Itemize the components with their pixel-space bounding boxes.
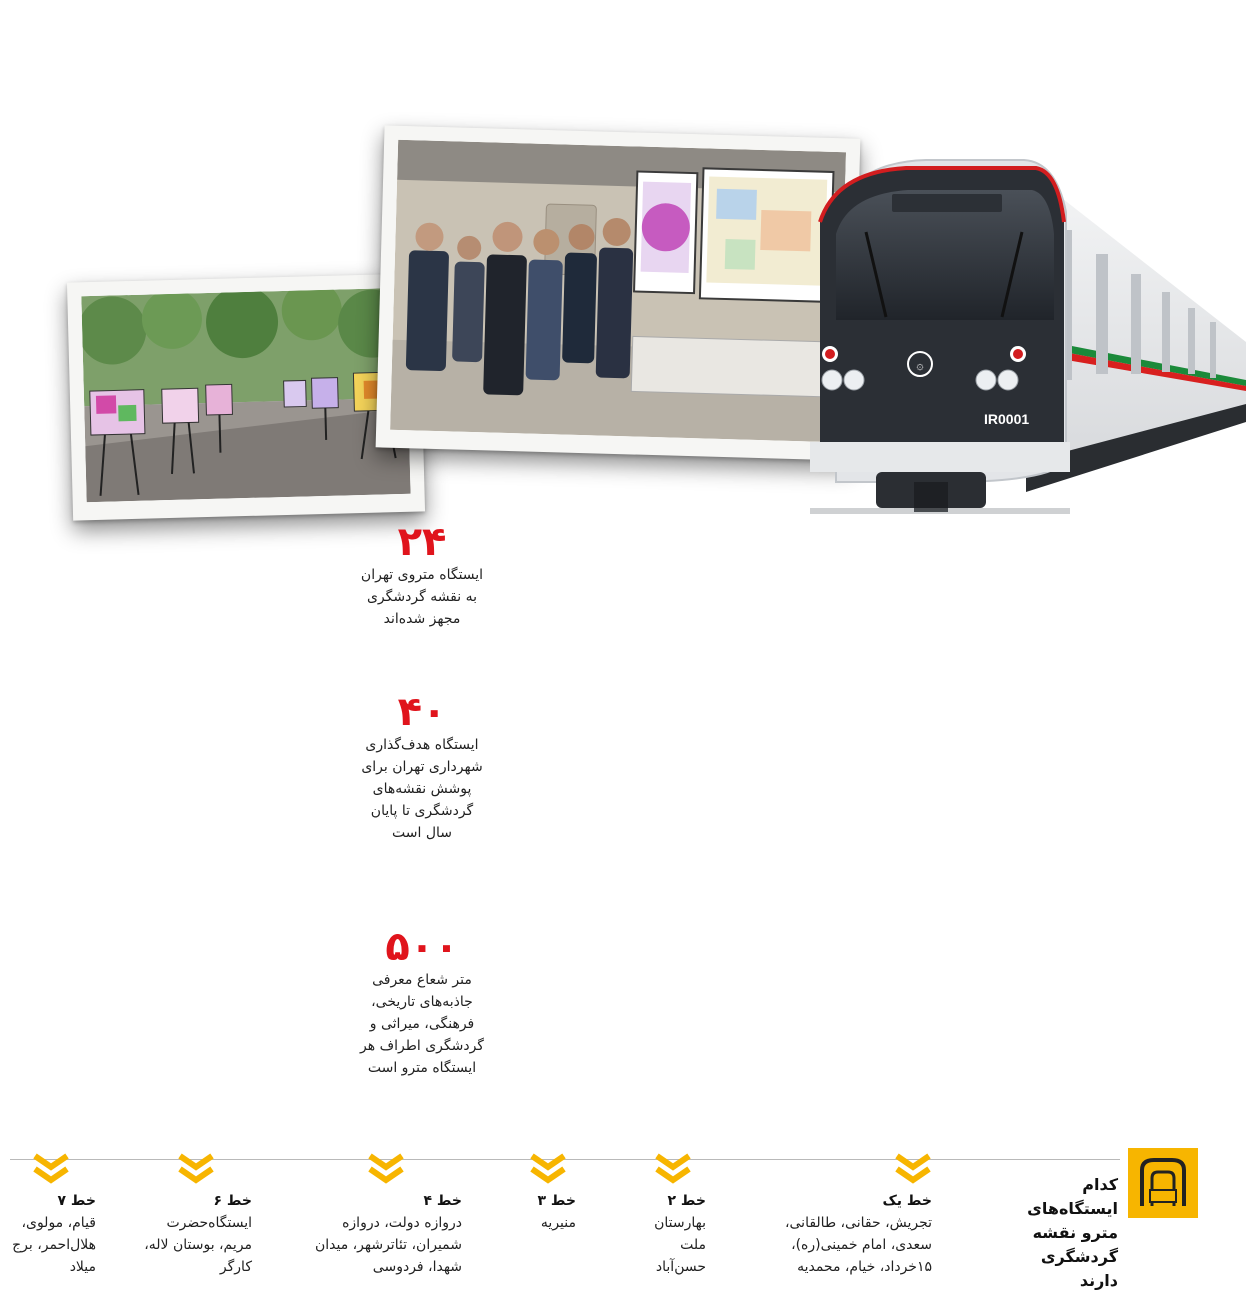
line-title: خط ۷ xyxy=(57,1193,96,1209)
line-title: خط ۶ xyxy=(213,1193,252,1209)
metro-line-6 xyxy=(140,1152,252,1278)
line-stations: دروازه دولت، دروازه شمیران، تئاترشهر، میدان شهدا، فردوسی xyxy=(314,1215,462,1275)
outdoor-exhibition-image xyxy=(81,288,410,502)
chevron-down-icon xyxy=(894,1152,932,1184)
line-stations: ایستگاه‌حضرت مریم، بوستان لاله، کارگر xyxy=(144,1215,252,1275)
stat-stations-equipped xyxy=(360,520,484,630)
stat-number: ۵۰۰ xyxy=(385,924,459,970)
metro-train-illustration xyxy=(796,142,1246,534)
line-title: خط ۳ xyxy=(537,1193,576,1209)
chevron-down-icon xyxy=(654,1152,692,1184)
metro-line-3 xyxy=(520,1152,576,1234)
section-question-heading: کدام ایستگاه‌های مترو نقشه گردشگری دارند xyxy=(1027,1175,1118,1290)
line-title: خط یک xyxy=(882,1193,932,1209)
metro-line-1 xyxy=(770,1152,932,1278)
stat-number: ۲۴ xyxy=(397,519,447,565)
train-id-label: IR0001 xyxy=(984,411,1030,427)
chevron-down-icon xyxy=(32,1152,70,1184)
metro-line-2 xyxy=(640,1152,706,1278)
chevron-down-icon xyxy=(367,1152,405,1184)
line-title: خط ۲ xyxy=(667,1193,706,1209)
chevron-down-icon xyxy=(177,1152,215,1184)
stat-radius-meters xyxy=(360,925,484,1079)
photo-station-map-unveiling xyxy=(376,125,861,460)
metro-line-4 xyxy=(310,1152,462,1278)
stat-stations-target xyxy=(360,690,484,844)
line-stations: قیام، مولوی، هلال‌احمر، برج میلاد xyxy=(12,1215,96,1275)
stat-number: ۴۰ xyxy=(397,689,447,735)
line-stations: منیریه xyxy=(540,1215,576,1231)
svg-text:۞: ۞ xyxy=(916,358,924,372)
line-stations: بهارستان ملت حسن‌آباد xyxy=(654,1215,706,1275)
stat-text: ایستگاه متروی تهران به نقشه گردشگری مجهز شده‌اند xyxy=(360,567,484,627)
metro-logo-icon xyxy=(1128,1148,1198,1218)
photo-outdoor-map-exhibition xyxy=(67,273,425,520)
metro-line-7 xyxy=(6,1152,96,1278)
stat-text: متر شعاع معرفی جاذبه‌های تاریخی، فرهنگی، میراثی و گردشگری اطراف هر ایستگاه مترو است xyxy=(360,972,484,1076)
line-stations: تجریش، حقانی، طالقانی، سعدی، امام خمینی(ره)، ۱۵خرداد، خیام، محمدیه xyxy=(784,1215,932,1275)
line-title: خط ۴ xyxy=(423,1193,462,1209)
station-unveiling-image xyxy=(390,140,846,442)
stat-text: ایستگاه هدف‌گذاری شهرداری تهران برای پوشش نقشه‌های گردشگری تا پایان سال است xyxy=(361,737,483,841)
chevron-down-icon xyxy=(529,1152,567,1184)
